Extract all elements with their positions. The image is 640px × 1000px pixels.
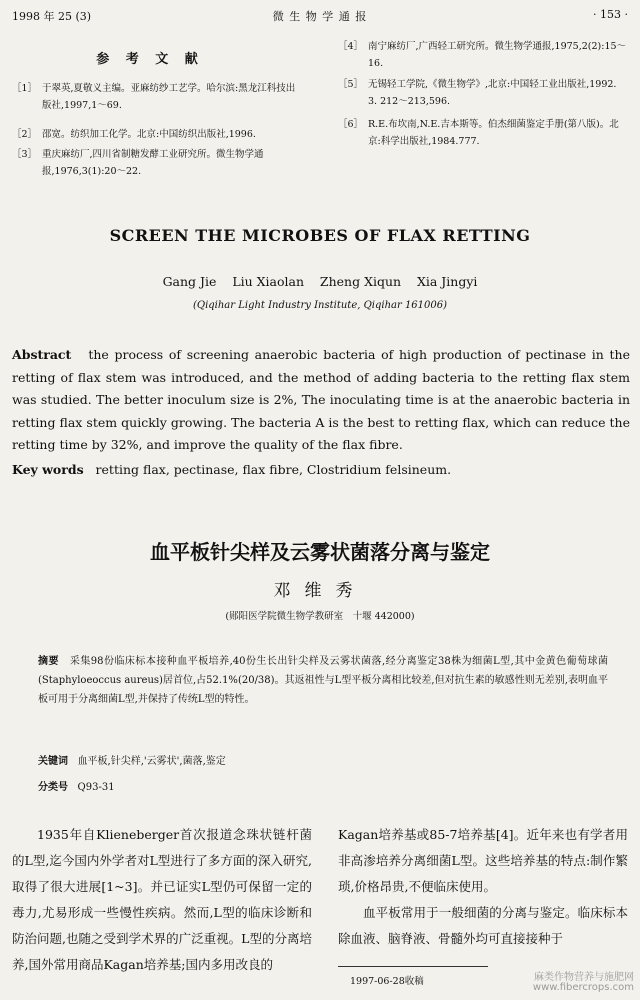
english-authors: Gang Jie Liu Xiaolan Zheng Xiqun Xia Jingyi bbox=[162, 274, 478, 289]
english-article-title: SCREEN THE MICROBES OF FLAX RETTING bbox=[109, 226, 531, 245]
body-right-column bbox=[338, 822, 628, 952]
cn-keywords-label: 关键词 bbox=[38, 756, 68, 767]
cn-keywords-text: 血平板,针尖样,'云雾状',菌落,鉴定 bbox=[77, 756, 226, 767]
english-affiliation: (Qiqihar Light Industry Institute, Qiqihar 161006) bbox=[192, 300, 448, 311]
header-issue: 1998 年 25 (3) bbox=[12, 10, 92, 23]
reference-item: ［2］ 邵宽。纺织加工化学。北京:中国纺织出版社,1996. bbox=[12, 129, 256, 140]
cn-class-number: Q93-31 bbox=[77, 782, 115, 793]
chinese-abstract bbox=[38, 652, 608, 709]
chinese-author: 邓维秀 bbox=[273, 581, 367, 601]
watermark-site-name: 麻类作物营养与施肥网 bbox=[534, 972, 634, 983]
chinese-classification bbox=[38, 778, 115, 793]
reference-item: ［1］ 于翠英,夏敬义主编。亚麻纺纱工艺学。哈尔滨:黑龙江科技出版社,1997,1～69. bbox=[12, 83, 296, 111]
reference-item: ［3］ 重庆麻纺厂,四川省制糖发酵工业研究所。微生物学通报,1976,3(1):20～22. bbox=[12, 149, 264, 177]
chinese-keywords bbox=[38, 752, 226, 767]
reference-item: ［6］ R.E.布坎南,N.E.吉本斯等。伯杰细菌鉴定手册(第八版)。北京:科学出版社,1984.777. bbox=[338, 119, 619, 147]
english-keywords bbox=[12, 462, 630, 477]
body-left-column: 1935年自Klieneberger首次报道念珠状链杆菌的L型,迄今国内外学者对L型进行了多方面的深入研究,取得了很大进展[1~3]。并已证实L型仍可保留一定的毒力,尤易形成一些慢性疾病。然而,L型的临床诊断和防治问题,也随之受到学术界的广泛重视。L型的分离培养,国外常用商品Kagan培养基;国内多用改良的 bbox=[12, 827, 312, 972]
abstract-text: the process of screening anaerobic bacteria of high production of pectinase in the retting of flax stem was introduced, and the method of adding bacteria to the retting flax stem was studied. The better inoculum size is 2%, The inoculating time is at the anaerobic bacteria in retting flax stem quickly growing. The bacteria A is the best to retting flax, which can reduce the retting time by 32%, and improve the quality of the flax fibre. bbox=[12, 347, 630, 452]
watermark-url: www.fibercrops.com bbox=[532, 982, 634, 993]
footnote-rule bbox=[338, 966, 488, 967]
header-page-number: · 153 · bbox=[593, 8, 628, 21]
keywords-label: Key words bbox=[12, 462, 84, 477]
received-date: 1997-06-28收稿 bbox=[350, 976, 424, 987]
chinese-affiliation: (郧阳医学院微生物学教研室 十堰 442000) bbox=[225, 611, 415, 622]
english-abstract bbox=[12, 344, 630, 457]
keywords-text: retting flax, pectinase, flax fibre, Clostridium felsineum. bbox=[95, 462, 452, 477]
abstract-label: Abstract bbox=[12, 347, 72, 362]
chinese-article-title: 血平板针尖样及云雾状菌落分离与鉴定 bbox=[150, 540, 490, 564]
cn-abstract-label: 摘要 bbox=[38, 656, 59, 667]
cn-class-label: 分类号 bbox=[38, 782, 68, 793]
reference-item: ［5］ 无锡轻工学院,《微生物学》,北京:中国轻工业出版社,1992. 3. 212～213,596. bbox=[338, 79, 617, 107]
body-right-paragraph-1: Kagan培养基或85-7培养基[4]。近年来也有学者用非高渗培养分离细菌L型。这些培养基的特点:制作繁琐,价格昂贵,不便临床使用。 bbox=[338, 827, 628, 894]
references-title: 参 考 文 献 bbox=[96, 52, 204, 67]
header-journal: 微 生 物 学 通 报 bbox=[272, 10, 368, 23]
cn-abstract-text: 采集98份临床标本接种血平板培养,40份生长出针尖样及云雾状菌落,经分离鉴定38株为细菌L型,其中金黄色葡萄球菌(Staphyloeoccus aureus)居首位,占52.1%(20/38)。其返祖性与L型平板分离相比较差,但对抗生素的敏感性则无差别,表明血平板可用于分离细菌L型,并保持了传统L型的特性。 bbox=[38, 656, 608, 705]
body-right-paragraph-2: 血平板常用于一般细菌的分离与鉴定。临床标本除血液、脑脊液、骨髓外均可直接接种于 bbox=[338, 905, 628, 946]
reference-item: ［4］ 南宁麻纺厂,广西轻工研究所。微生物学通报,1975,2(2):15～16. bbox=[338, 41, 627, 69]
